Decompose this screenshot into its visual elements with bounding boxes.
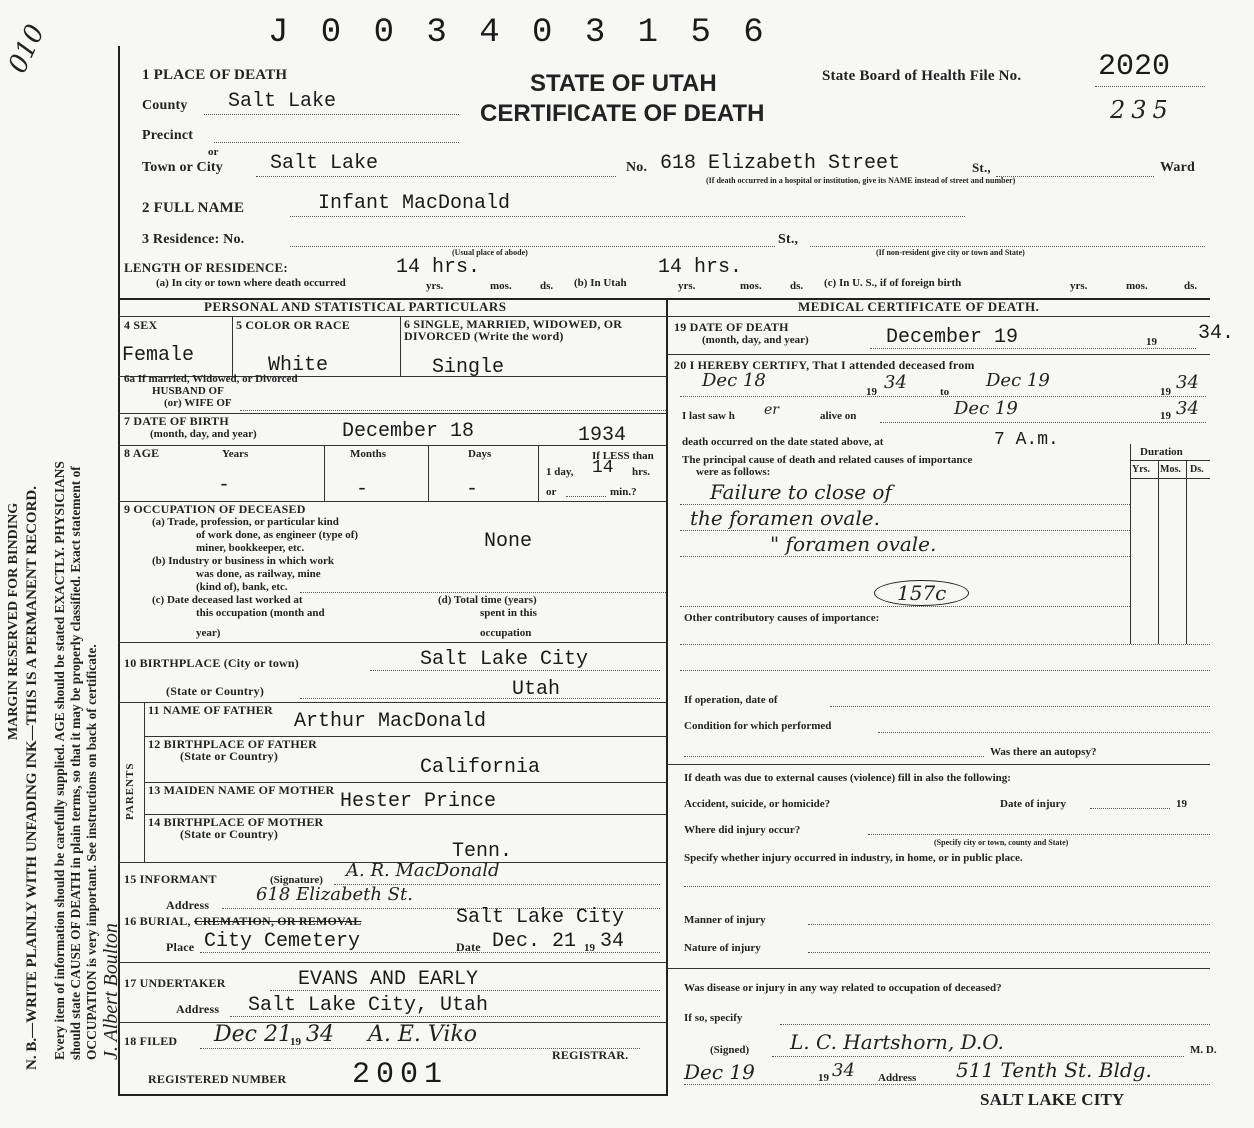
ds-label: ds. [540,280,554,292]
injury-specify-label: Specify whether injury occurred in industry, in home, or in public place. [684,852,1023,864]
personal-header: PERSONAL AND STATISTICAL PARTICULARS [204,299,507,314]
residence-utah-label: (b) In Utah [574,277,627,289]
sex-value: Female [122,344,195,367]
marital-label: 6 SINGLE, MARRIED, WIDOWED, OR DIVORCED (Write the word) [404,317,623,343]
birthplace-state-label: (State or Country) [166,684,265,698]
file-number-value: 2020 [1098,50,1171,84]
dod-value: December 19 [886,326,1019,349]
sign-year: 34 [832,1060,855,1081]
county-value: Salt Lake [228,90,337,113]
dob-value: December 18 [342,420,475,443]
burial-place-label: Place [166,940,195,954]
occupation-b-line-3: (kind of), bank, etc. [196,581,288,593]
sign-date: Dec 19 [684,1060,755,1084]
age-days-label: Days [468,448,492,460]
principal-cause-label-1: The principal cause of death and related causes of importance [682,454,973,466]
marital-value: Single [432,356,505,379]
father-birthplace-value: California [420,756,541,779]
certify-label: 20 I HEREBY CERTIFY, That I attended deceased from [674,358,975,372]
from-year-prefix: 19 [866,386,877,398]
age-months-value: - [356,478,369,501]
margin-signature: J. Albert Boulton [100,923,122,1060]
md-label: M. D. [1190,1044,1217,1056]
injury-where-note: (Specify city or town, county and State) [934,838,1069,847]
occupation-b-line-1: (b) Industry or business in which work [152,555,334,567]
last-saw-label: I last saw h [682,410,735,422]
instructions-line-2: should state CAUSE OF DEATH in plain terms, so that it may be properly classified. Exact statement of [68,466,83,1060]
dob-sub-label: (month, day, and year) [150,428,257,440]
mother-value: Hester Prince [340,790,497,813]
occupation-a-line-1: (a) Trade, profession, or particular kind [152,516,339,528]
birthplace-value: Salt Lake City [420,648,589,671]
informant-signature-label: (Signature) [270,874,323,886]
mos-label: mos. [490,280,512,292]
to-year-prefix: 19 [1160,386,1171,398]
external-causes-label: If death was due to external causes (violence) fill in also the following: [684,772,1011,784]
birthplace-label: 10 BIRTHPLACE (City or town) [124,656,299,670]
nature-label: Nature of injury [684,942,761,954]
birthplace-state-value: Utah [512,678,561,701]
autopsy-label: Was there an autopsy? [990,746,1097,758]
instructions-line-3: OCCUPATION is very important. See instructions on back of certificate. [84,644,99,1060]
alive-on-label: alive on [820,410,857,422]
cause-line-3: " foramen ovale. [770,532,937,556]
corner-note: 010 [2,20,51,78]
duration-yrs: Yrs. [1132,464,1151,475]
occupation-c-line-1: (c) Date deceased last worked at [152,594,303,606]
last-saw-pronoun: er [764,402,779,418]
bottom-rule [118,1094,666,1096]
min-label: min.? [610,486,637,498]
yrs-label: yrs. [426,280,444,292]
registrar-label: REGISTRAR. [552,1048,629,1062]
duration-ds: Ds. [1190,464,1204,475]
attended-to-year: 34 [1176,372,1199,393]
race-label: 5 COLOR OR RACE [236,318,351,332]
spouse-label-2: HUSBAND OF [152,385,224,397]
father-label: 11 NAME OF FATHER [148,703,273,717]
us-mos-label: mos. [1126,280,1148,292]
residence-label: 3 Residence: No. [142,232,245,247]
father-value: Arthur MacDonald [294,710,487,733]
death-time: 7 A.m. [994,430,1059,450]
dob-year: 1934 [578,424,627,447]
utah-ds-label: ds. [790,280,804,292]
occupation-a-line-2: of work done, as engineer (type of) [196,529,359,541]
undertaker-address: Salt Lake City, Utah [248,994,489,1017]
disease-related-label: Was disease or injury in any way related to occupation of deceased? [684,982,1002,994]
or-age-label: or [546,486,557,498]
father-birthplace-label: 12 BIRTHPLACE OF FATHER (State or Country) [148,737,317,763]
state-title: STATE OF UTAH [530,70,717,97]
city-stamp: SALT LAKE CITY [980,1090,1125,1109]
informant-address-label: Address [166,898,210,912]
filed-year-prefix: 19 [290,1036,301,1048]
residence-street-label: St., [778,232,799,247]
or-label: or [208,146,219,158]
sign-year-prefix: 19 [818,1072,829,1084]
full-name-value: Infant MacDonald [318,192,511,215]
sign-address-label: Address [878,1072,917,1084]
attended-from-year: 34 [884,372,907,393]
burial-date: Dec. 21 [492,930,577,953]
less-day-label: 1 day, [546,466,574,478]
filed-label: 18 FILED [124,1034,178,1048]
utah-mos-label: mos. [740,280,762,292]
dod-sub-label: (month, day, and year) [702,334,809,346]
filed-year: 34 [306,1022,334,1047]
mother-birthplace-value: Tenn. [452,840,513,863]
less-than-label: If LESS than [592,450,654,462]
race-value: White [268,354,329,377]
less-hrs-value: 14 [592,458,614,478]
to-label: to [940,386,950,398]
occupation-label: 9 OCCUPATION OF DECEASED [124,502,306,516]
residence-city-value: 14 hrs. [396,256,481,279]
parents-label: PARENTS [124,762,136,820]
registrar-signature: A. E. Viko [368,1022,478,1047]
dod-year: 34. [1198,322,1235,345]
manner-label: Manner of injury [684,914,766,926]
death-address: 618 Elizabeth Street [660,152,901,175]
injury-date-label: Date of injury [1000,798,1066,810]
occupation-d-line-3: occupation [480,627,532,639]
county-label: County [142,98,188,113]
hrs-label: hrs. [632,466,651,478]
age-label: 8 AGE [124,446,160,460]
attended-to: Dec 19 [986,370,1050,391]
us-ds-label: ds. [1184,280,1198,292]
signed-label: (Signed) [710,1044,750,1056]
undertaker-address-label: Address [176,1002,220,1016]
address-no-label: No. [626,160,648,175]
occupation-a-line-3: miner, bookkeeper, etc. [196,542,305,554]
certificate-title: CERTIFICATE OF DEATH [480,100,765,127]
dod-label: 19 DATE OF DEATH [674,320,789,334]
death-occurred-label: death occurred on the date stated above, at [682,436,884,448]
full-name-label: 2 FULL NAME [142,200,245,216]
cause-line-1: Failure to close of [710,480,892,504]
certificate-serial-number: J 0 0 3 4 0 3 1 5 6 [268,14,770,52]
dod-year-prefix: 19 [1146,336,1157,348]
mother-birthplace-label: 14 BIRTHPLACE OF MOTHER (State or Country) [148,815,324,841]
registered-number-label: REGISTERED NUMBER [148,1072,287,1086]
age-years-value: - [218,474,231,497]
attended-from: Dec 18 [702,370,766,391]
duration-label: Duration [1140,446,1183,458]
occupation-b-line-2: was done, as railway, mine [196,568,321,580]
residence-city-label: (a) In city or town where death occurred [156,277,346,289]
cause-line-2: the foramen ovale. [690,506,880,530]
if-so-label: If so, specify [684,1012,743,1024]
occupation-c-line-3: year) [196,627,221,639]
town-value: Salt Lake [270,152,379,175]
age-months-label: Months [350,448,387,460]
registered-number: 2001 [352,1058,449,1092]
abode-note: (Usual place of abode) [452,248,528,257]
filed-date: Dec 21 [214,1022,292,1047]
precinct-label: Precinct [142,128,194,143]
injury-where-label: Where did injury occur? [684,824,801,836]
burial-place: City Cemetery [204,930,361,953]
utah-yrs-label: yrs. [678,280,696,292]
residence-us-label: (c) In U. S., if of foreign birth [824,277,962,289]
last-saw-date: Dec 19 [954,398,1018,419]
injury-year-prefix: 19 [1176,798,1187,810]
age-years-label: Years [222,448,249,460]
ink-notice: N. B.—WRITE PLAINLY WITH UNFADING INK—THIS IS A PERMANENT RECORD. [24,486,40,1070]
mother-label: 13 MAIDEN NAME OF MOTHER [148,783,335,797]
file-sub-number: 235 [1110,96,1174,124]
binding-margin-note: MARGIN RESERVED FOR BINDING [6,502,21,740]
cause-code: 157c [874,580,969,606]
spouse-label-1: 6a If married, Widowed, or Divorced [124,373,298,385]
street-label: St., [972,160,991,175]
burial-label: 16 BURIAL, [124,914,191,928]
accident-label: Accident, suicide, or homicide? [684,798,831,810]
sign-address: 511 Tenth St. Bldg. [956,1058,1152,1082]
spouse-label-3: (or) WIFE OF [164,397,232,409]
left-border [118,46,120,1096]
burial-date-label: Date [456,940,481,954]
informant-label: 15 INFORMANT [124,872,217,886]
burial-year-prefix: 19 [584,942,595,954]
undertaker-value: EVANS AND EARLY [298,968,479,991]
burial-struck-label: CREMATION, OR REMOVAL [194,914,362,928]
town-label: Town or City [142,160,223,175]
medical-header: MEDICAL CERTIFICATE OF DEATH. [798,299,1040,314]
operation-label: If operation, date of [684,694,778,706]
occupation-d-line-1: (d) Total time (years) [438,594,537,606]
age-days-value: - [466,478,479,501]
undertaker-label: 17 UNDERTAKER [124,976,226,990]
informant-signature: A. R. MacDonald [346,860,500,881]
occupation-c-line-2: this occupation (month and [196,607,325,619]
last-saw-year-prefix: 19 [1160,410,1171,422]
file-number-label: State Board of Health File No. [822,68,1022,84]
us-yrs-label: yrs. [1070,280,1088,292]
occupation-value: None [484,530,533,553]
burial-city: Salt Lake City [456,906,625,929]
center-divider [666,298,668,1096]
principal-cause-label-2: were as follows: [696,466,771,478]
ward-label: Ward [1160,160,1196,175]
physician-signature: L. C. Hartshorn, D.O. [790,1030,1004,1054]
informant-address: 618 Elizabeth St. [256,884,413,905]
place-of-death-label: 1 PLACE OF DEATH [142,67,288,83]
occupation-d-line-2: spent in this [480,607,537,619]
burial-year: 34 [600,930,625,953]
hospital-note: (If death occurred in a hospital or institution, give its NAME instead of street and number) [706,176,1016,185]
last-saw-year: 34 [1176,398,1199,419]
duration-mos: Mos. [1160,464,1181,475]
other-causes-label: Other contributory causes of importance: [684,612,880,624]
instructions-line-1: Every item of information should be carefully supplied. AGE should be stated EXACTLY. PHYSICIANS [52,461,67,1060]
length-of-residence-label: LENGTH OF RESIDENCE: [124,260,288,275]
dob-label: 7 DATE OF BIRTH [124,414,229,428]
condition-label: Condition for which performed [684,720,832,732]
sex-label: 4 SEX [124,318,158,332]
residence-utah-value: 14 hrs. [658,256,743,279]
nonresident-note: (If non-resident give city or town and State) [876,248,1025,257]
